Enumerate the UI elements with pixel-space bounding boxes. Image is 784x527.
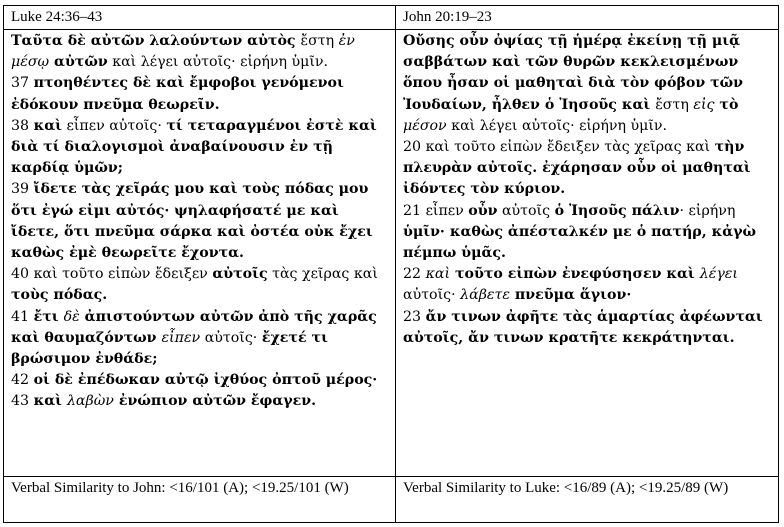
luke-verse-segment: αὐτῶν: [49, 54, 108, 71]
john-verse-segment: 21 εἶπεν: [403, 202, 469, 219]
john-verse-segment: τοῦτο εἰπὼν ἐνεφύσησεν καὶ: [450, 266, 700, 283]
john-verse-segment: 22: [403, 266, 426, 283]
luke-verse: [11, 73, 388, 115]
luke-verse-segment: τὰς χεῖρας καὶ: [267, 266, 378, 283]
header-row: [4, 6, 779, 30]
luke-verse-segment: ἐνώπιον αὐτῶν ἔφαγεν.: [113, 393, 317, 410]
john-verse-segment: ἄν τινων ἀφῆτε τὰς ἁμαρτίας ἀφέωνται αὐτοῖς, ἄν τινων κρατῆτε κεκράτηνται.: [403, 308, 763, 346]
john-verse-segment: 23: [403, 308, 426, 325]
luke-verse: [11, 31, 388, 73]
luke-verse-segment: ἴδετε τὰς χεῖράς μου καὶ τοὺς πόδας μου ὅτι ἐγώ εἰμι αὐτός· ψηλαφήσατέ με καὶ ἴδετε, ὅτι πνεῦμα σάρκα καὶ ὀστέα οὐκ ἔχει καθὼς ἐμὲ θεωρεῖτε ἔχοντα.: [11, 181, 373, 262]
john-verse-segment: καὶ: [425, 266, 451, 283]
footer-john-similarity: Verbal Similarity to Luke: <16/89 (A); <19.25/89 (W): [396, 477, 779, 523]
luke-verse-segment: αὐτοῖς·: [200, 329, 262, 346]
luke-verse-segment: ἐν μέσῳ: [11, 33, 355, 71]
luke-verse-segment: 37: [11, 75, 34, 92]
footer-row: [4, 477, 779, 523]
john-verse: [403, 137, 771, 201]
comparison-table: [3, 5, 779, 523]
john-verse-segment: εἰς: [693, 96, 715, 113]
luke-verse-segment: 42: [11, 372, 34, 389]
luke-verse-segment: ἔστη: [300, 33, 339, 49]
luke-verse-segment: τί τεταραγμένοι ἐστὲ καὶ διὰ τί διαλογισμοὶ ἀναβαίνουσιν ἐν τῇ καρδίᾳ ὑμῶν;: [11, 117, 377, 177]
john-verse-segment: αὐτοῖς: [497, 202, 555, 219]
luke-verse: [11, 307, 388, 371]
luke-verse-segment: ἔχετέ τι βρώσιμον ἐνθάδε;: [11, 329, 328, 368]
text-row: [4, 30, 779, 477]
john-verse-segment: 20 καὶ τοῦτο εἰπὼν ἔδειξεν τὰς χεῖρας καὶ: [403, 139, 715, 156]
luke-verse-segment: καὶ: [33, 393, 67, 410]
john-verse-segment: αὐτοῖς·: [403, 287, 461, 304]
john-verse-segment: οὖν: [468, 202, 498, 219]
luke-text-cell: [4, 30, 396, 477]
luke-verse-segment: 41: [11, 308, 34, 325]
luke-verse: [11, 116, 388, 180]
john-verse: [403, 31, 771, 137]
john-verse: [403, 201, 771, 265]
john-verse-segment: ὁ Ἰησοῦς πάλιν: [554, 202, 680, 219]
john-verse-segment: λάβετε: [460, 287, 510, 304]
luke-verse-segment: καὶ λέγει αὐτοῖς· εἰρήνη ὑμῖν.: [107, 54, 329, 71]
luke-verse: [11, 264, 388, 306]
john-verse: [403, 264, 771, 306]
john-verse-segment: ὑμῖν· καθὼς ἀπέσταλκέν με ὁ πατήρ, κἀγὼ πέμπω ὑμᾶς.: [403, 223, 757, 262]
luke-verse-segment: τοὺς πόδας.: [11, 287, 108, 304]
john-verse-segment: καὶ λέγει αὐτοῖς· εἰρήνη ὑμῖν.: [446, 117, 668, 134]
luke-verse-segment: 39: [11, 181, 34, 198]
john-verse-segment: τὸ: [714, 96, 739, 113]
header-john: John 20:19–23: [396, 6, 779, 30]
john-verse-segment: · εἰρήνη: [679, 202, 736, 219]
luke-verse-segment: Ταῦτα δὲ αὐτῶν λαλούντων αὐτὸς: [11, 33, 301, 49]
luke-verse-segment: καὶ: [33, 117, 62, 134]
luke-verse: [11, 391, 388, 412]
luke-verse-segment: εἶπεν: [161, 329, 201, 346]
john-verse-segment: Οὔσης οὖν ὀψίας τῇ ἡμέρᾳ ἐκείνῃ τῇ μιᾷ σαββάτων καὶ τῶν θυρῶν κεκλεισμένων ὅπου ἦσαν οἱ μαθηταὶ διὰ τὸν φόβον τῶν Ἰουδαίων, ἦλθεν ὁ Ἰησοῦς καὶ: [403, 33, 744, 113]
luke-verse-segment: δὲ: [63, 308, 80, 325]
john-verse-segment: μέσον: [403, 117, 447, 134]
luke-verse-segment: λαβὼν: [66, 393, 114, 410]
luke-verse-segment: 43: [11, 393, 34, 410]
john-verse-segment: ἔστη: [655, 96, 694, 113]
john-verse-segment: λέγει: [699, 266, 738, 283]
luke-verse-segment: ἀπιστούντων αὐτῶν ἀπὸ τῆς χαρᾶς καὶ θαυμαζόντων: [11, 308, 377, 346]
header-luke: Luke 24:36–43: [4, 6, 396, 30]
luke-verse-segment: 40 καὶ τοῦτο εἰπὼν ἔδειξεν: [11, 266, 213, 283]
footer-luke-similarity: Verbal Similarity to John: <16/101 (A); <19.25/101 (W): [4, 477, 396, 523]
luke-verse-segment: αὐτοῖς: [212, 266, 268, 283]
john-verse-segment: τὴν πλευρὰν αὐτοῖς. ἐχάρησαν οὖν οἱ μαθηταὶ ἰδόντες τὸν κύριον.: [403, 139, 751, 198]
john-verse-segment: πνεῦμα ἅγιον·: [509, 287, 632, 304]
luke-verse-segment: οἱ δὲ ἐπέδωκαν αὐτῷ ἰχθύος ὀπτοῦ μέρος·: [33, 372, 378, 389]
luke-verse-segment: 38: [11, 117, 34, 134]
john-verse: [403, 307, 771, 349]
luke-verse-segment: ἔτι: [33, 308, 64, 325]
luke-verse-segment: εἶπεν αὐτοῖς·: [62, 117, 167, 134]
luke-verse: [11, 179, 388, 264]
john-text-cell: [396, 30, 779, 477]
luke-verse: [11, 370, 388, 391]
luke-verse-segment: πτοηθέντες δὲ καὶ ἔμφοβοι γενόμενοι ἐδόκουν πνεῦμα θεωρεῖν.: [11, 75, 344, 113]
